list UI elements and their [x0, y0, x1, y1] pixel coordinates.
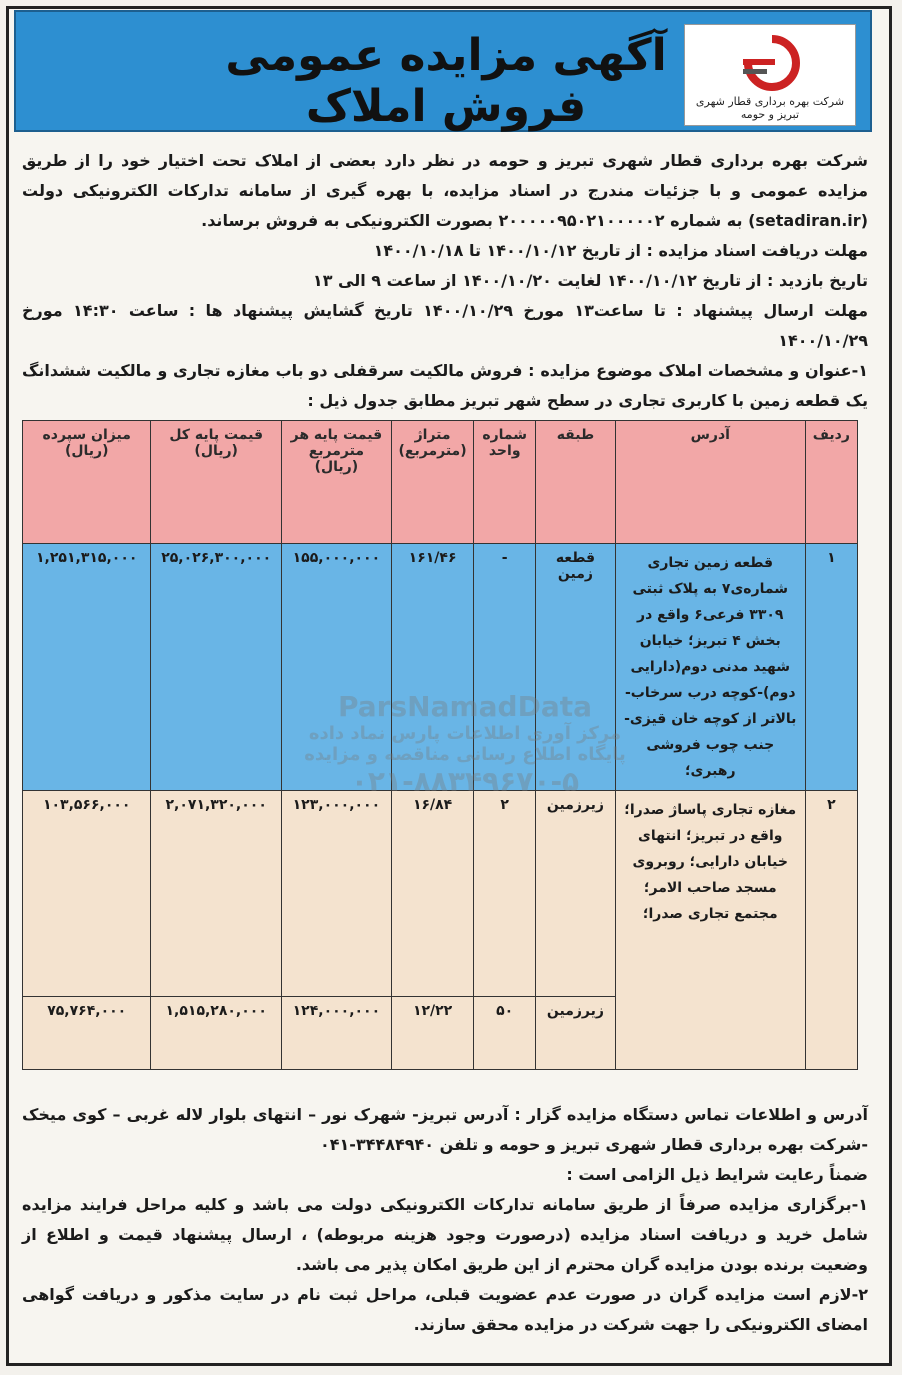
col-total-price: قیمت پایه کل (ریال) [151, 421, 282, 544]
intro-section [22, 146, 868, 416]
col-deposit: میزان سپرده (ریال) [23, 421, 151, 544]
cell-total-price: ۱,۵۱۵,۲۸۰,۰۰۰ [151, 997, 282, 1070]
cell-unit: ۵۰ [474, 997, 536, 1070]
table-row [23, 791, 858, 997]
cell-price-per-meter: ۱۲۴,۰۰۰,۰۰۰ [281, 997, 391, 1070]
cell-deposit: ۱۰۳,۵۶۶,۰۰۰ [23, 791, 151, 997]
col-floor: طبقه [536, 421, 616, 544]
logo-mark-icon [737, 35, 807, 91]
col-radif: ردیف [805, 421, 857, 544]
col-price-per-meter: قیمت پایه هر مترمربع (ریال) [281, 421, 391, 544]
cell-deposit: ۷۵,۷۶۴,۰۰۰ [23, 997, 151, 1070]
item-description: ۱-عنوان و مشخصات املاک موضوع مزایده : فروش مالکیت سرقفلی دو باب مغازه تجاری و مالکیت ششدانگ یک قطعه زمین با کاربری تجاری در سطح شهر تبریز مطابق جدول ذیل : [22, 361, 868, 410]
watermark-phone: ۰۲۱-۸۸۳۴۹۶۷۰-۵ [350, 765, 580, 798]
watermark-line1: مرکز آوری اطلاعات پارس نماد داده [308, 723, 622, 744]
conditions-heading: ضمناً رعایت شرایط ذیل الزامی است : [566, 1165, 868, 1184]
table-header-row [23, 421, 858, 544]
logo-text: شرکت بهره برداری قطار شهری تبریز و حومه [695, 95, 845, 121]
document-deadline: مهلت دریافت اسناد مزایده : از تاریخ ۱۴۰۰/۱۰/۱۲ تا ۱۴۰۰/۱۰/۱۸ [373, 241, 868, 260]
watermark-brand: ParsNamadData [338, 690, 592, 723]
cell-radif: ۲ [805, 791, 857, 1070]
cell-area: ۱۲/۲۲ [391, 997, 474, 1070]
contact-info: آدرس و اطلاعات تماس دستگاه مزایده گزار : آدرس تبریز- شهرک نور – انتهای بلوار لاله غربی – کوی میخک -شرکت بهره برداری قطار شهری تبریز و حومه و تلفن ۳۴۴۸۴۹۴۰-۰۴۱ [22, 1105, 868, 1154]
submission-deadline: مهلت ارسال پیشنهاد : تا ساعت۱۳ مورخ ۱۴۰۰/۱۰/۲۹ تاریخ گشایش پیشنهاد ها : ساعت ۱۴:۳۰ مورخ ۱۴۰۰/۱۰/۲۹ [22, 301, 869, 350]
col-area: متراژ (مترمربع) [391, 421, 474, 544]
intro-paragraph: شرکت بهره برداری قطار شهری تبریز و حومه در نظر دارد بعضی از املاک تحت اختیار خود را از طریق مزایده عمومی و با جزئیات مندرج در اسناد مزایده، با بهره گیری از سامانه تدارکات الکترونیکی دولت (setadiran.ir) به شماره ۲۰۰۰۰۰۹۵۰۲۱۰۰۰۰۰۲ بصورت الکترونیکی به فروش برساند. [22, 151, 868, 230]
auction-table [22, 420, 858, 1070]
watermark-line2: پایگاه اطلاع رسانی مناقصه و مزایده [304, 744, 626, 765]
condition-2: ۲-لازم است مزایده گران در صورت عدم عضویت قبلی، مراحل ثبت نام در سایت مذکور و دریافت گواهی امضای الکترونیکی را جهت شرکت در مزایده محقق سازند. [22, 1285, 868, 1334]
cell-address: مغازه تجاری پاساژ صدرا؛ واقع در تبریز؛ انتهای خیابان دارایی؛ روبروی مسجد صاحب الامر؛ مجتمع تجاری صدرا؛ [615, 791, 805, 1070]
col-unit: شماره واحد [474, 421, 536, 544]
cell-floor: زیرزمین [536, 997, 616, 1070]
company-logo [684, 24, 856, 126]
condition-1: ۱-برگزاری مزایده صرفاً از طریق سامانه تدارکات الکترونیکی دولت می باشد و کلیه مراحل فرایند مزایده شامل خرید و دریافت اسناد مزایده (درصورت وجود هزینه مربوطه) ، ارسال پیشنهاد قیمت و اطلاع از وضعیت برنده بودن مزایده گران محترم از این طریق امکان پذیر می باشد. [22, 1195, 868, 1274]
cell-total-price: ۲,۰۷۱,۳۲۰,۰۰۰ [151, 791, 282, 997]
footer-section [22, 1100, 868, 1340]
cell-floor: قطعه زمین [536, 544, 616, 791]
page-title: آگهی مزایده عمومی فروش املاک [225, 30, 667, 132]
table-row [23, 544, 858, 791]
cell-deposit: ۱,۲۵۱,۳۱۵,۰۰۰ [23, 544, 151, 791]
cell-total-price: ۲۵,۰۲۶,۳۰۰,۰۰۰ [151, 544, 282, 791]
cell-area: ۱۶۱/۴۶ [391, 544, 474, 791]
col-address: آدرس [615, 421, 805, 544]
cell-price-per-meter: ۱۵۵,۰۰۰,۰۰۰ [281, 544, 391, 791]
visit-dates: تاریخ بازدید : از تاریخ ۱۴۰۰/۱۰/۱۲ لغایت ۱۴۰۰/۱۰/۲۰ از ساعت ۹ الی ۱۳ [312, 271, 868, 290]
cell-floor: زیرزمین [536, 791, 616, 997]
header-banner [14, 10, 872, 132]
cell-address: قطعه زمین تجاری شماره‌ی۷ به پلاک ثبتی ۳۳۰۹ فرعی۶ واقع در بخش ۴ تبریز؛ خیابان شهید مدنی دوم(دارایی دوم)-کوچه درب سرخاب-بالاتر از کوچه خان قیزی-جنب چوب فروشی رهبری؛ [615, 544, 805, 791]
cell-radif: ۱ [805, 544, 857, 791]
cell-unit: ۲ [474, 791, 536, 997]
cell-area: ۱۶/۸۴ [391, 791, 474, 997]
cell-unit: - [474, 544, 536, 791]
cell-price-per-meter: ۱۲۳,۰۰۰,۰۰۰ [281, 791, 391, 997]
